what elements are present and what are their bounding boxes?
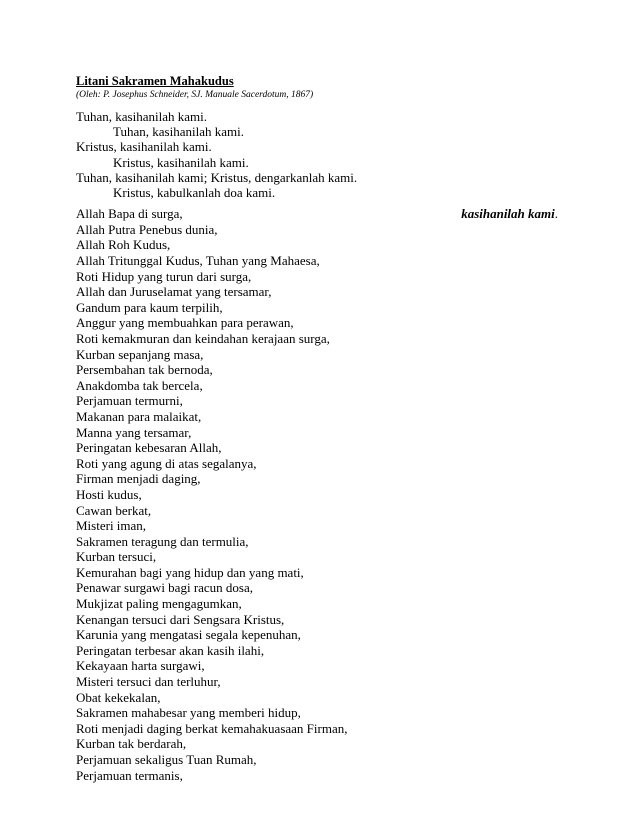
response-punct: . <box>554 206 558 222</box>
invocation-line: Karunia yang mengatasi segala kepenuhan, <box>76 627 301 643</box>
invocation-line: Roti menjadi daging berkat kemahakuasaan Firman, <box>76 720 348 736</box>
invocation-line: Gandum para kaum terpilih, <box>76 299 223 315</box>
response-words: kasihanilah kami <box>461 206 555 222</box>
invocation-line: Peringatan terbesar akan kasih ilahi, <box>76 642 265 658</box>
invocation-line: Sakramen mahabesar yang memberi hidup, <box>76 705 301 721</box>
invocation-line: Perjamuan termanis, <box>76 767 183 783</box>
invocation-line: Cawan berkat, <box>76 502 152 518</box>
invocation-line: Allah Putra Penebus dunia, <box>76 221 218 237</box>
invocation-line: Persembahan tak bernoda, <box>76 362 213 378</box>
document-subtitle: (Oleh: P. Josephus Schneider, SJ. Manuale Sacerdotum, 1867) <box>76 90 314 100</box>
invocation-line: Obat kekekalan, <box>76 689 161 705</box>
invocation-line: Allah Tritunggal Kudus, Tuhan yang Mahaesa, <box>76 253 320 268</box>
invocation-line: Allah dan Juruselamat yang tersamar, <box>76 284 272 300</box>
kyrie-line: Tuhan, kasihanilah kami. <box>113 124 244 140</box>
kyrie-line: Kristus, kabulkanlah doa kami. <box>113 185 276 201</box>
invocation-line: Hosti kudus, <box>76 486 142 502</box>
invocation-line: Roti yang agung di atas segalanya, <box>76 455 257 471</box>
document-title: Litani Sakramen Mahakudus <box>76 74 234 88</box>
invocation-line: Penawar surgawi bagi racun dosa, <box>76 580 254 596</box>
invocation-line: Kenangan tersuci dari Sengsara Kristus, <box>76 611 285 627</box>
invocation-line: Manna yang tersamar, <box>76 424 192 440</box>
kyrie-line: Tuhan, kasihanilah kami. <box>76 109 207 124</box>
invocation-line: Kemurahan bagi yang hidup dan yang mati, <box>76 564 304 580</box>
invocation-line: Anakdomba tak bercela, <box>76 377 203 393</box>
invocation-line: Anggur yang membuahkan para perawan, <box>76 315 294 331</box>
invocation-line: Perjamuan termurni, <box>76 393 183 409</box>
invocation-line: Makanan para malaikat, <box>76 408 202 424</box>
invocation-line: Kurban tak berdarah, <box>76 736 187 752</box>
document-page <box>76 74 556 783</box>
invocation-line: Misteri tersuci dan terluhur, <box>76 674 221 690</box>
invocation-line: Roti Hidup yang turun dari surga, <box>76 268 252 284</box>
invocation-line: Misteri iman, <box>76 518 147 534</box>
invocation-line: Allah Bapa di surga, <box>76 206 183 222</box>
invocation-line: Perjamuan sekaligus Tuan Rumah, <box>76 752 257 767</box>
invocation-line: Firman menjadi daging, <box>76 471 201 487</box>
invocation-line: Roti kemakmuran dan keindahan kerajaan surga, <box>76 330 330 346</box>
invocation-line: Peringatan kebesaran Allah, <box>76 440 222 456</box>
invocation-line: Kurban sepanjang masa, <box>76 346 204 362</box>
kyrie-line: Tuhan, kasihanilah kami; Kristus, dengarkanlah kami. <box>76 169 358 185</box>
invocation-line: Kurban tersuci, <box>76 549 157 565</box>
invocation-line: Allah Roh Kudus, <box>76 237 171 253</box>
kyrie-section <box>76 109 556 200</box>
invocation-line: Mukjizat paling mengagumkan, <box>76 596 242 612</box>
invocations-section <box>76 206 556 783</box>
invocation-line: Kekayaan harta surgawi, <box>76 658 205 674</box>
invocation-line: Sakramen teragung dan termulia, <box>76 533 249 549</box>
kyrie-line: Kristus, kasihanilah kami. <box>76 139 212 155</box>
response-text <box>461 206 558 222</box>
kyrie-line: Kristus, kasihanilah kami. <box>113 154 249 170</box>
